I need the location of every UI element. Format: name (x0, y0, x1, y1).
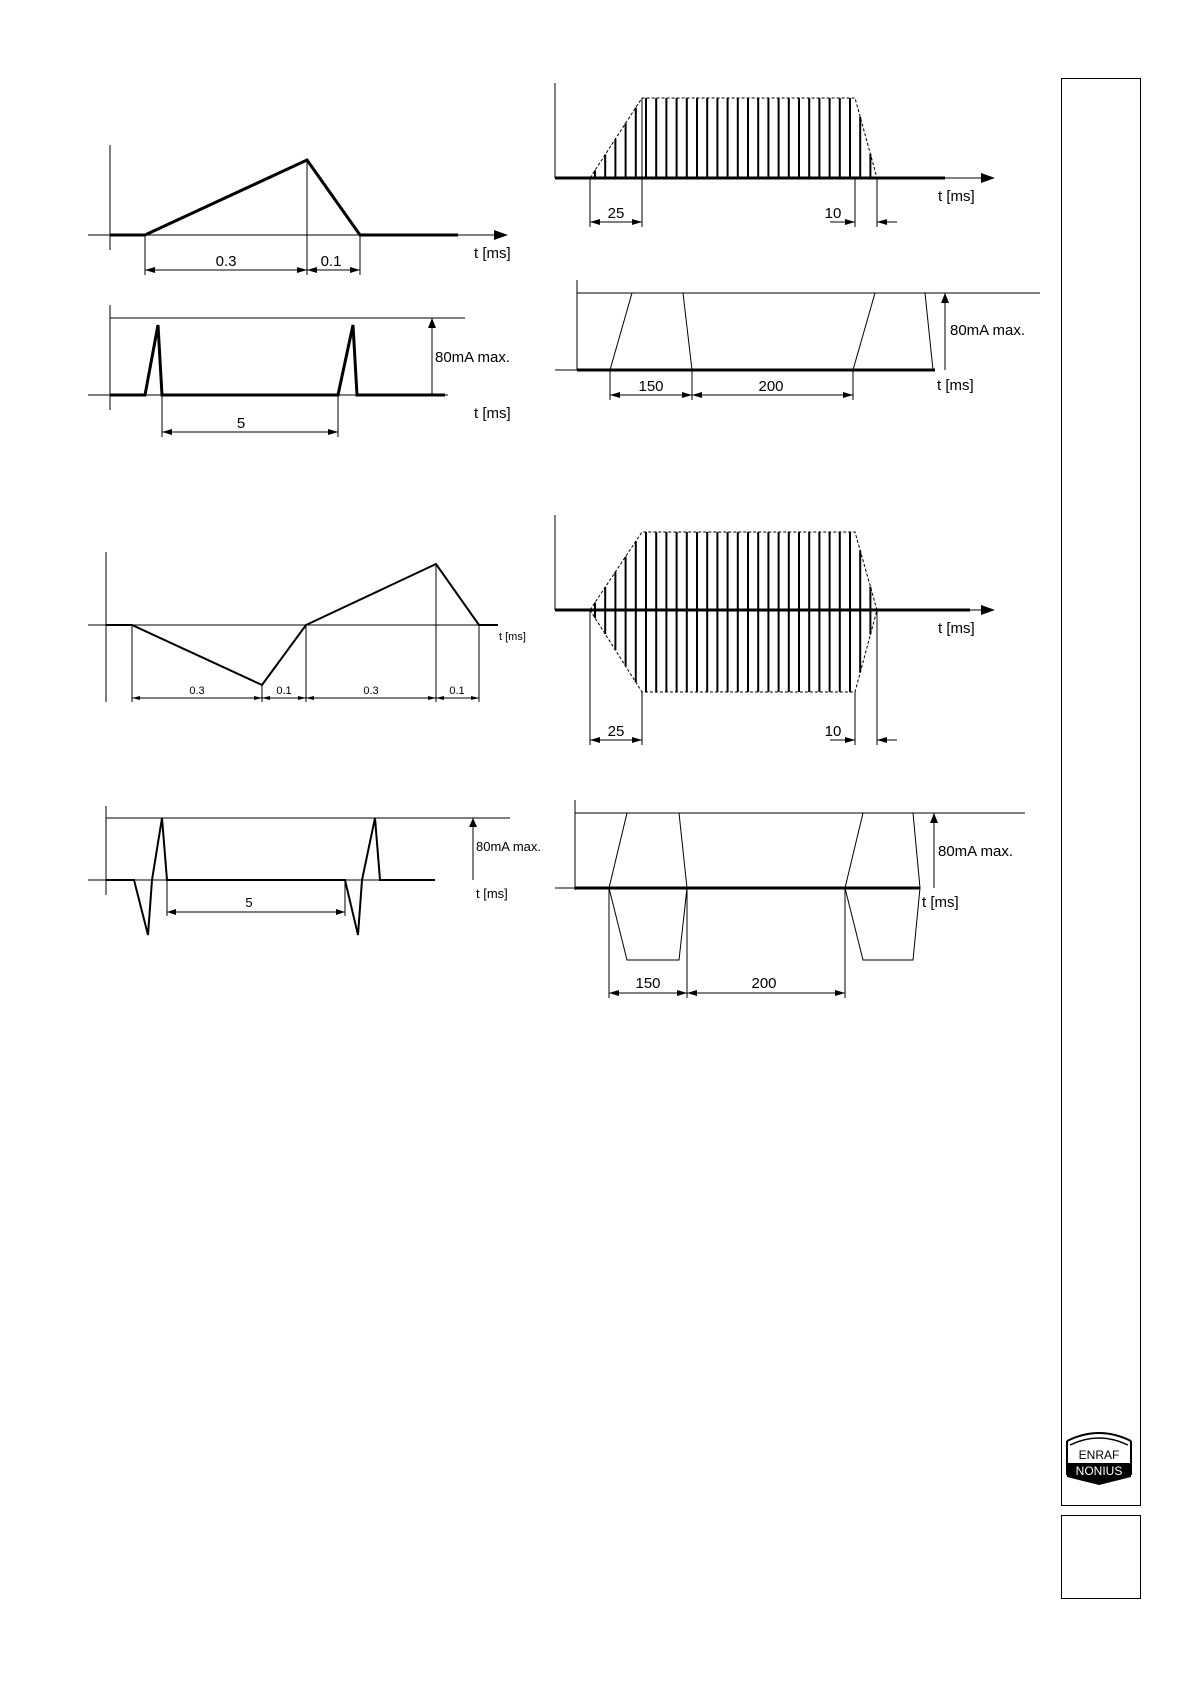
right-biphasic-burst (555, 515, 995, 745)
left-triangle-waveform (88, 145, 511, 275)
time-axis-label: t [ms] (474, 245, 511, 262)
right-train-envelope (555, 280, 1040, 400)
off-time-label: 200 (751, 975, 777, 992)
period-label: 5 (236, 415, 246, 432)
left-biphasic-pulse-train (88, 806, 541, 935)
dim-label-0.3: 0.3 (215, 253, 237, 270)
amplitude-label: 80mA max. (435, 349, 511, 366)
period-label: 5 (245, 895, 253, 910)
side-box (1061, 1515, 1141, 1599)
on-time-label: 150 (635, 975, 661, 992)
dim-label-0.3-a: 0.3 (189, 685, 205, 697)
rise-time-label: 25 (607, 723, 625, 740)
burst-bars (595, 98, 870, 178)
time-axis-label: t [ms] (476, 886, 508, 901)
on-time-label: 150 (638, 378, 664, 395)
burst-bars-biphasic (595, 532, 870, 692)
amplitude-label: 80mA max. (950, 322, 1026, 339)
dim-label-0.1-b: 0.1 (449, 685, 465, 697)
time-axis-label: t [ms] (938, 188, 975, 205)
amplitude-label: 80mA max. (938, 843, 1014, 860)
enraf-nonius-logo (1059, 1427, 1139, 1489)
fall-time-label: 10 (824, 205, 842, 222)
amplitude-label: 80mA max. (476, 839, 542, 854)
right-biphasic-train (555, 800, 1025, 998)
off-time-label: 200 (758, 378, 784, 395)
logo-line2: NONIUS (1075, 1464, 1123, 1478)
rise-time-label: 25 (607, 205, 625, 222)
time-axis-label: t [ms] (938, 620, 975, 637)
dim-label-0.3-b: 0.3 (363, 685, 379, 697)
time-axis-label: t [ms] (499, 631, 526, 643)
time-axis-label: t [ms] (474, 405, 511, 422)
time-axis-label: t [ms] (922, 894, 959, 911)
left-biphasic-triangle (88, 552, 526, 702)
right-burst-envelope (555, 83, 995, 227)
time-axis-label: t [ms] (937, 377, 974, 394)
logo-line1: ENRAF (1078, 1448, 1120, 1462)
dim-label-0.1-a: 0.1 (276, 685, 292, 697)
dim-label-0.1: 0.1 (320, 253, 342, 270)
left-pulse-train (88, 305, 511, 437)
fall-time-label: 10 (824, 723, 842, 740)
side-panel (1061, 78, 1141, 1506)
